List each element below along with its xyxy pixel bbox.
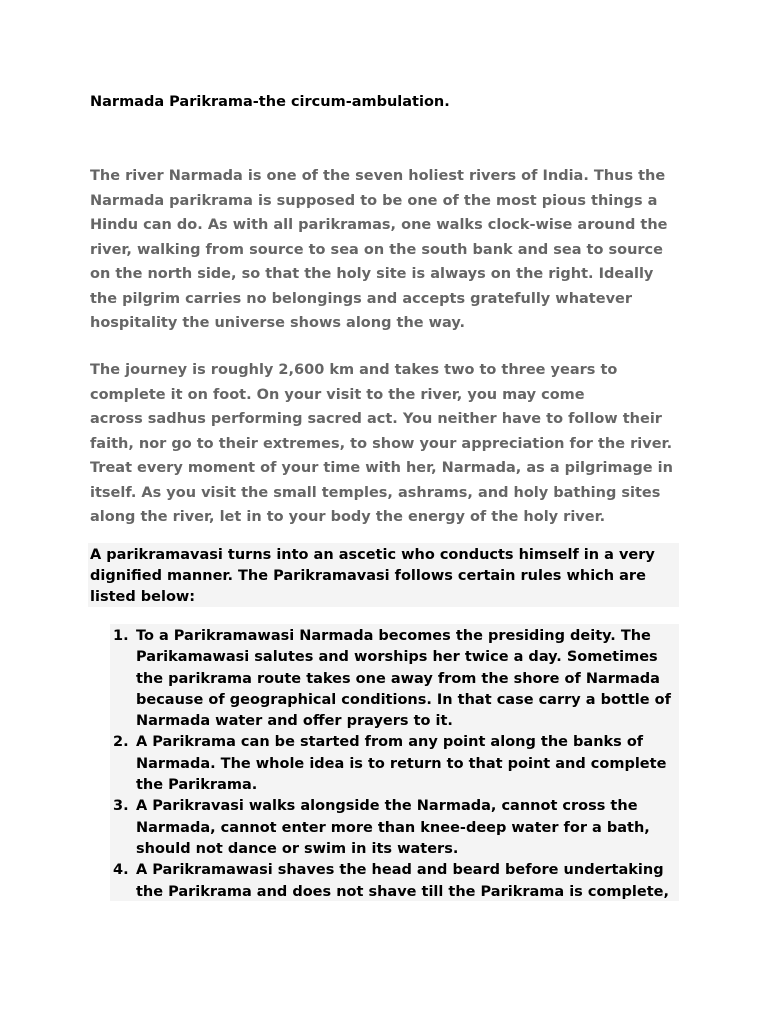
paragraph-line: itself. As you visit the small temples, ashrams, and holy bathing sites xyxy=(90,484,661,501)
rule-item xyxy=(110,732,679,796)
paragraph-journey xyxy=(90,358,690,530)
rules-list-container xyxy=(110,624,679,901)
rule-line: A Parikramawasi shaves the head and beard before undertaking xyxy=(136,862,664,879)
rules-intro-line: A parikramavasi turns into an ascetic who conducts himself in a very xyxy=(90,547,655,563)
rule-line: Narmada, cannot enter more than knee-deep water for a bath, xyxy=(136,819,650,836)
paragraph-line: along the river, let in to your body the energy of the holy river. xyxy=(90,509,606,525)
rule-item xyxy=(110,860,679,901)
paragraph-line: river, walking from source to sea on the south bank and sea to source xyxy=(90,241,663,258)
rules-list xyxy=(110,626,679,901)
rule-number: 3. xyxy=(113,798,129,815)
paragraph-river-holiness xyxy=(90,164,690,336)
rule-line: To a Parikramawasi Narmada becomes the presiding deity. The xyxy=(136,628,651,644)
paragraph-line: on the north side, so that the holy site is always on the right. Ideally xyxy=(90,266,654,282)
rule-number: 4. xyxy=(113,862,129,879)
paragraph-line: The journey is roughly 2,600 km and takes two to three years to xyxy=(90,362,618,378)
paragraph-line: Hindu can do. As with all parikramas, one walks clock-wise around the xyxy=(90,217,668,233)
rules-intro xyxy=(90,545,655,608)
paragraph-line: Treat every moment of your time with her, Narmada, as a pilgrimage in xyxy=(90,460,673,476)
document-title: Narmada Parikrama-the circum-ambulation. xyxy=(90,94,450,110)
rule-line: because of geographical conditions. In that case carry a bottle of xyxy=(136,691,671,708)
rule-line: the parikrama route takes one away from the shore of Narmada xyxy=(136,670,660,687)
rule-line: Narmada. The whole idea is to return to that point and complete xyxy=(136,755,667,772)
rule-line: A Parikravasi walks alongside the Narmada, cannot cross the xyxy=(136,798,638,815)
rule-number: 2. xyxy=(113,734,129,751)
paragraph-line: hospitality the universe shows along the way. xyxy=(90,315,466,331)
rule-number: 1. xyxy=(113,628,129,644)
paragraph-line: Narmada parikrama is supposed to be one of the most pious things a xyxy=(90,192,658,209)
rule-line: should not dance or swim in its waters. xyxy=(136,840,459,857)
paragraph-line: across sadhus performing sacred act. You neither have to follow their xyxy=(90,411,662,427)
rule-line: Parikamawasi salutes and worships her twice a day. Sometimes xyxy=(136,649,658,666)
paragraph-line: faith, nor go to their extremes, to show your appreciation for the river. xyxy=(90,435,673,452)
rule-line: A Parikrama can be started from any point along the banks of xyxy=(136,734,644,751)
rule-item xyxy=(110,626,679,732)
paragraph-line: The river Narmada is one of the seven holiest rivers of India. Thus the xyxy=(90,168,666,184)
rule-item xyxy=(110,796,679,860)
rule-line: the Parikrama and does not shave till the Parikrama is complete, xyxy=(136,883,669,900)
rule-line: Narmada water and offer prayers to it. xyxy=(136,713,453,730)
rules-intro-line: listed below: xyxy=(90,589,196,605)
rule-line: the Parikrama. xyxy=(136,777,258,794)
paragraph-line: complete it on foot. On your visit to the river, you may come xyxy=(90,386,585,403)
paragraph-line: the pilgrim carries no belongings and accepts gratefully whatever xyxy=(90,290,633,307)
rules-intro-line: dignified manner. The Parikramavasi follows certain rules which are xyxy=(90,568,646,584)
